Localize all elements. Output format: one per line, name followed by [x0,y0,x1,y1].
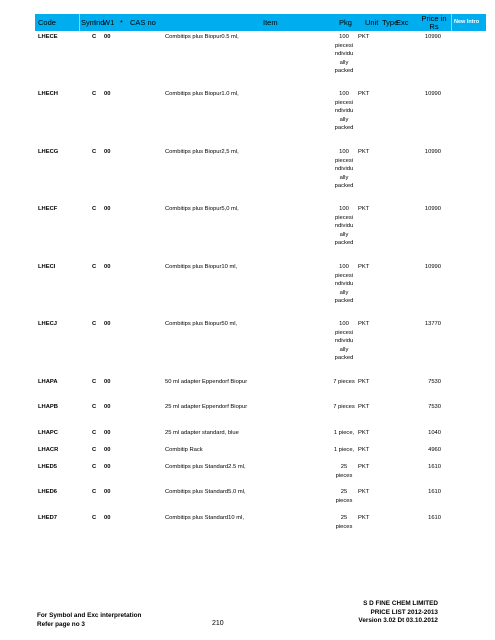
cell-code: LHAPA [38,379,58,385]
cell-code: LHECE [38,34,58,40]
cell-pkg: 100 piecesi ndividu ally packed [334,321,354,362]
cell-sym: C [92,447,97,453]
cell-sym: C [92,430,97,436]
cell-pkg: 25 pieces [335,515,353,530]
cell-item: 25 ml adapter Eppendorf Biopur [165,404,248,410]
footer-refer-note: Refer page no 3 [37,620,85,628]
cell-code: LHACR [38,447,59,453]
cell-code: LHECJ [38,321,58,327]
cell-unit: PKT [358,321,370,327]
cell-pkg: 100 piecesi ndividu ally packed [334,206,354,247]
cell-code: LHAPB [38,404,58,410]
header-divider [451,14,452,31]
cell-pkg: 100 piecesi ndividu ally packed [334,149,354,190]
cell-w1: 00 [104,91,111,97]
cell-code: LHECH [38,91,58,97]
cell-unit: PKT [358,447,370,453]
cell-pkg: 100 piecesi ndividu ally packed [334,91,354,132]
cell-sym: C [92,321,97,327]
cell-unit: PKT [358,206,370,212]
header-pkg: Pkg [339,18,352,27]
cell-code: LHECI [38,264,56,270]
header-code: Code [38,18,56,27]
cell-item: Combitip Rack [165,447,203,453]
cell-code: LHED5 [38,464,58,470]
cell-item: Combitips plus Standard5.0 ml, [165,489,246,495]
cell-w1: 00 [104,264,111,270]
cell-item: Combitips plus Standard10 ml, [165,515,244,521]
cell-unit: PKT [358,34,370,40]
cell-price: 1610 [428,489,441,495]
header-type: Type [382,18,399,27]
cell-pkg: 100 piecesi ndividu ally packed [334,34,354,75]
cell-w1: 00 [104,489,111,495]
cell-sym: C [92,379,97,385]
cell-item: 25 ml adapter standard, blue [165,430,239,436]
cell-w1: 00 [104,447,111,453]
cell-sym: C [92,464,97,470]
cell-sym: C [92,34,97,40]
cell-price: 10990 [424,264,441,270]
cell-sym: C [92,149,97,155]
header-unit: Unit [365,18,379,27]
cell-pkg: 1 piece, [333,430,355,436]
company-name: S D FINE CHEM LIMITED [363,600,438,607]
cell-item: Combitips plus Biopur1.0 ml, [165,91,239,97]
cell-sym: C [92,515,97,521]
cell-w1: 00 [104,34,111,40]
header-divider [79,14,80,31]
cell-sym: C [92,489,97,495]
table-header [35,14,486,31]
cell-pkg: 100 piecesi ndividu ally packed [334,264,354,305]
cell-w1: 00 [104,206,111,212]
cell-item: Combitips plus Biopur50 ml, [165,321,238,327]
cell-code: LHED6 [38,489,58,495]
cell-item: Combitips plus Biopur10 ml, [165,264,238,270]
cell-code: LHAPC [38,430,58,436]
cell-w1: 00 [104,149,111,155]
cell-item: Combitips plus Biopur5,0 ml, [165,206,239,212]
cell-w1: 00 [104,430,111,436]
cell-w1: 00 [104,464,111,470]
cell-price: 1040 [428,430,441,436]
header-w1: W1 [103,18,115,27]
cell-w1: 00 [104,321,111,327]
cell-price: 13770 [424,321,441,327]
header-symbol: Sym [81,18,96,27]
cell-unit: PKT [358,515,370,521]
cell-price: 1610 [428,464,441,470]
cell-unit: PKT [358,379,370,385]
header-new-intro: New Intro [454,19,480,25]
cell-sym: C [92,404,97,410]
cell-code: LHECG [38,149,59,155]
header-indic: Ind [94,18,105,27]
cell-pkg: 25 pieces [335,464,353,479]
cell-unit: PKT [358,430,370,436]
cell-code: LHED7 [38,515,58,521]
cell-sym: C [92,264,97,270]
cell-price: 1610 [428,515,441,521]
cell-unit: PKT [358,91,370,97]
header-star: * [120,18,123,27]
cell-price: 10990 [424,91,441,97]
page-number: 210 [212,620,224,627]
header-price [418,14,450,31]
cell-price: 7530 [428,404,441,410]
cell-item: Combitips plus Standard2.5 ml, [165,464,246,470]
header-price-line1: Price in [421,14,447,23]
cell-price: 10990 [424,34,441,40]
cell-w1: 00 [104,515,111,521]
cell-item: Combitips plus Biopur0.5 ml, [165,34,239,40]
cell-price: 10990 [424,149,441,155]
version-info: Version 3.02 Dt 03.10.2012 [358,617,438,624]
cell-unit: PKT [358,264,370,270]
cell-unit: PKT [358,149,370,155]
cell-w1: 00 [104,404,111,410]
cell-price: 10990 [424,206,441,212]
header-cas: CAS no [130,18,156,27]
cell-unit: PKT [358,404,370,410]
cell-item: Combitips plus Biopur2,5 ml, [165,149,239,155]
cell-pkg: 7 pieces [333,379,355,385]
cell-pkg: 1 piece, [333,447,355,453]
footer-symbol-note: For Symbol and Exc interpretation [37,612,142,619]
price-list-title: PRICE LIST 2012-2013 [370,608,438,616]
cell-code: LHECF [38,206,58,212]
cell-unit: PKT [358,489,370,495]
cell-price: 7530 [428,379,441,385]
cell-item: 50 ml adapter Eppendorf Biopur [165,379,248,385]
cell-sym: C [92,206,97,212]
header-price-line2: Rs [429,21,439,31]
cell-sym: C [92,91,97,97]
cell-w1: 00 [104,379,111,385]
cell-unit: PKT [358,464,370,470]
footer-left [37,612,141,629]
header-exc: Exc [396,18,409,27]
cell-pkg: 7 pieces [333,404,355,410]
cell-pkg: 25 pieces [335,489,353,504]
footer-right [358,600,438,626]
header-item: Item [263,18,278,27]
cell-price: 4960 [428,447,441,453]
